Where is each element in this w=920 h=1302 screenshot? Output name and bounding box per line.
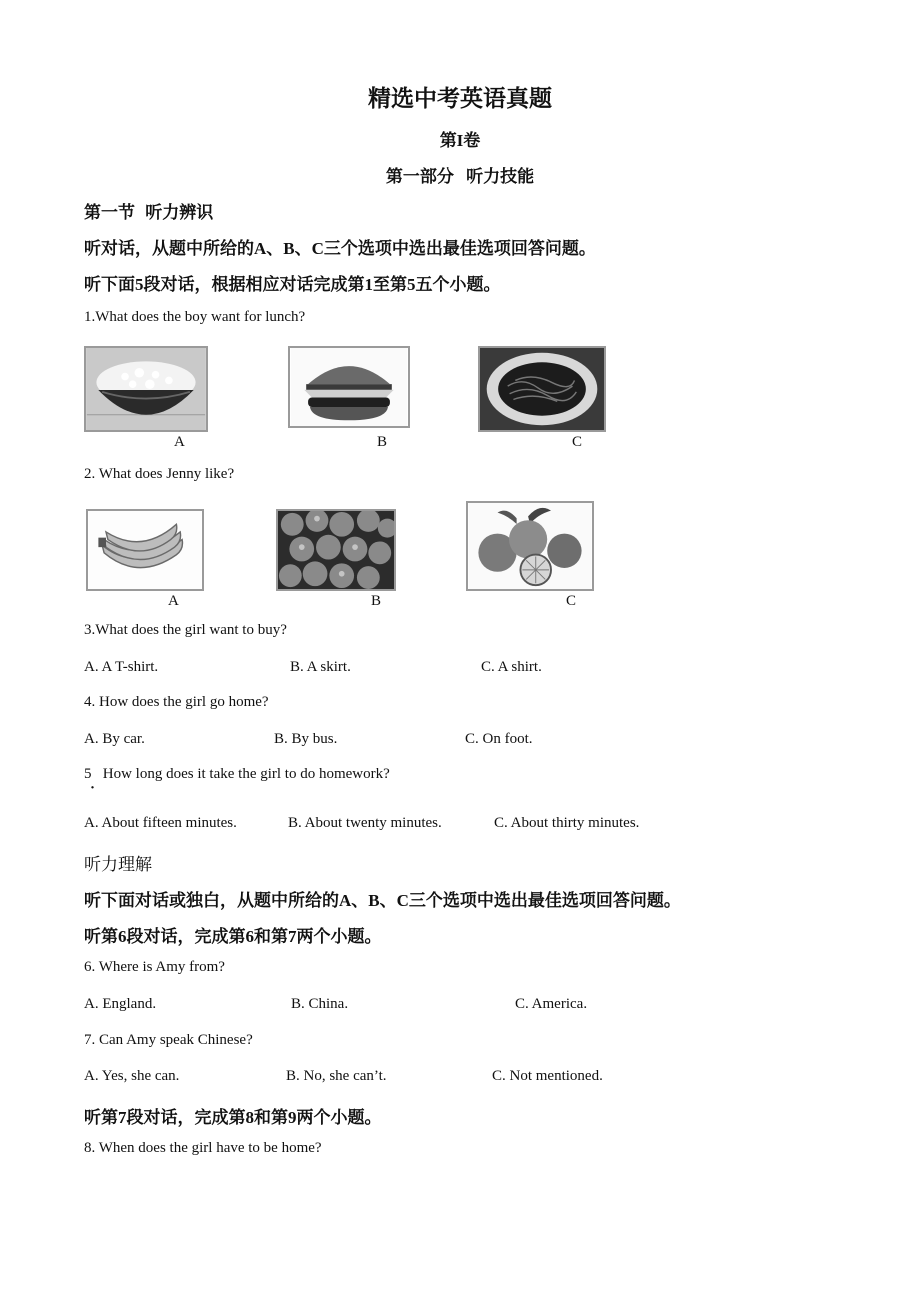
question-6: 6. Where is Amy from? (84, 959, 225, 975)
question-2: 2. What does Jenny like? (84, 466, 235, 482)
q3-option-a: A. A T-shirt. (84, 659, 159, 675)
q2-label-a: A (168, 593, 179, 609)
hamburger-icon (288, 346, 410, 428)
q6-option-a: A. England. (84, 996, 157, 1012)
q7-option-a: A. Yes, she can. (84, 1068, 180, 1084)
section2-instruction: 听下面对话或独白，从题中所给的A、B、C三个选项中选出最佳选项回答问题。 (84, 891, 681, 910)
question-7: 7. Can Amy speak Chinese? (84, 1032, 253, 1048)
section2-instruction-3: 听第7段对话，完成第8和第9两个小题。 (84, 1108, 382, 1127)
question-3: 3.What does the girl want to buy? (84, 622, 287, 638)
q1-label-b: B (377, 434, 388, 450)
volume-heading: 第I卷 (439, 131, 481, 150)
q7-option-c: C. Not mentioned. (492, 1068, 603, 1084)
question-4: 4. How does the girl go home? (84, 694, 269, 710)
q2-label-c: C (566, 593, 577, 609)
q4-option-b: B. By bus. (274, 731, 338, 747)
section1-instruction: 听对话，从题中所给的A、B、C三个选项中选出最佳选项回答问题。 (84, 239, 596, 258)
q1-label-a: A (174, 434, 185, 450)
q1-label-c: C (572, 434, 583, 450)
section2-instruction-2: 听第6段对话，完成第6和第7两个小题。 (84, 927, 382, 946)
q5-option-c: C. About thirty minutes. (494, 815, 640, 831)
q3-option-c: C. A shirt. (481, 659, 542, 675)
strawberries-icon (276, 509, 396, 591)
rice-bowl-icon (84, 346, 208, 432)
section1-instruction-2: 听下面5段对话，根据相应对话完成第1至第5五个小题。 (84, 275, 501, 294)
bananas-icon (86, 509, 204, 591)
q6-option-c: C. America. (515, 996, 588, 1012)
q3-option-b: B. A skirt. (290, 659, 351, 675)
q6-option-b: B. China. (291, 996, 349, 1012)
page-title: 精选中考英语真题 (368, 86, 552, 111)
section1-heading: 第一节 听力辨识 (84, 203, 214, 222)
question-1: 1.What does the boy want for lunch? (84, 309, 306, 325)
q2-label-b: B (371, 593, 382, 609)
noodles-icon (478, 346, 606, 432)
q4-option-c: C. On foot. (465, 731, 533, 747)
q4-option-a: A. By car. (84, 731, 145, 747)
question-5: 5 How long does it take the girl to do homework? (84, 766, 390, 782)
part-heading: 第一部分 听力技能 (385, 167, 535, 186)
oranges-icon (466, 501, 594, 591)
question-8: 8. When does the girl have to be home? (84, 1140, 322, 1156)
q5-dot: · (90, 780, 96, 796)
q7-option-b: B. No, she can’t. (286, 1068, 387, 1084)
q5-option-a: A. About fifteen minutes. (84, 815, 237, 831)
q5-option-b: B. About twenty minutes. (288, 815, 442, 831)
section2-heading: 听力理解 (84, 855, 152, 874)
